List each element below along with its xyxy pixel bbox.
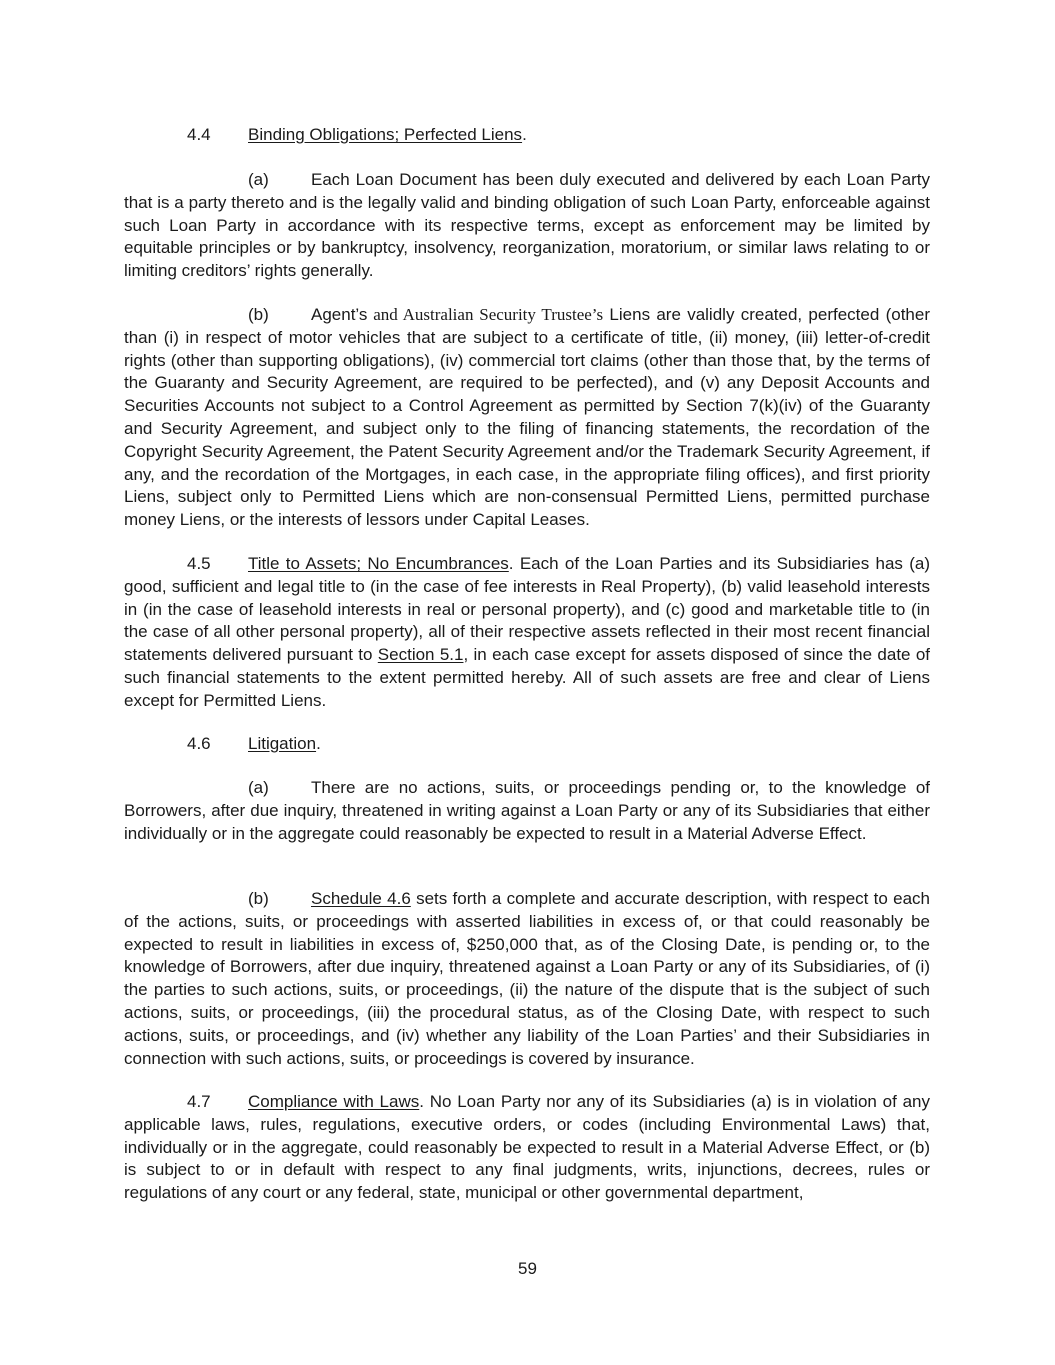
section-reference-link[interactable]: Section 5.1 (377, 645, 464, 665)
section-number: 4.4 (187, 125, 211, 144)
schedule-reference-link[interactable]: Schedule 4.6 (311, 889, 411, 908)
section-4-6-heading: 4.6 Litigation. (187, 733, 321, 756)
section-4-5: 4.5 Title to Assets; No Encumbrances. Each of the Loan Parties and its Subsidiaries has (a) good, sufficient and legal title to (in the case of fee interests in Real Property), (b) valid leasehold interests in (in the case of leasehold interests in real or personal property), and (c) good and marketable title to (in the case of all other personal property), all of their respective assets reflected in their most recent financial statements delivered pursuant to Section 5.1, in each case except for assets disposed of since the date of such financial statements to the extent permitted hereby. All of such assets are free and clear of Liens except for Permitted Liens. (124, 554, 931, 710)
clause-text: sets forth a complete and accurate description, with respect to each of the actions, suits, or proceedings with asserted liabilities in excess of, or that could reasonably be expected to result in liabilities in excess of, $250,000 that, as of the Closing Date, is pending or, to the knowledge of Borrowers, after due inquiry, threatened against a Loan Party or any of its Subsidiaries, of (i) the parties to such actions, suits, or proceedings, (ii) the nature of the dispute that is the subject of such actions, suits, or proceedings, (iii) the procedural status, as of the Closing Date, with respect to such actions, suits, or proceedings, and (iv) whether any liability of the Loan Parties’ and their Subsidiaries in connection with such actions, suits, or proceedings is covered by insurance. (124, 889, 931, 1068)
section-title: Binding Obligations; Perfected Liens (248, 125, 523, 144)
clause-text: Each Loan Document has been duly executed and delivered by each Loan Party that is a party thereto and is the legally valid and binding obligation of such Loan Party, enforceable against such Loan Party in accordance with its respective terms, except as enforcement may be limited by equitable principles or by bankruptcy, insolvency, reorganization, moratorium, or similar laws relating to or limiting creditors’ rights generally. (124, 170, 930, 281)
section-4-6-b (124, 888, 930, 1070)
section-4-4-heading: 4.4 Binding Obligations; Perfected Liens. (187, 124, 527, 147)
section-number: 4.7 (187, 1092, 211, 1111)
page-number: 59 (518, 1259, 537, 1278)
section-title: Title to Assets; No Encumbrances (248, 554, 509, 573)
section-title: Compliance with Laws (248, 1092, 420, 1111)
section-title: Litigation (248, 734, 317, 753)
section-4-6-a (124, 777, 930, 845)
clause-label: (b) (248, 889, 269, 908)
clause-label: (a) (248, 778, 269, 797)
section-4-4-b: (b) Agent’s and Australian Security Trustee’s Liens are validly created, perfected (other than (i) in respect of motor vehicles that are subject to a certificate of title, (ii) money, (iii) letter-of-credit rights (other than supporting obligations), (iv) commercial tort claims (other than those that, by the terms of the Guaranty and Security Agreement, are required to be perfected), and (v) any Deposit Accounts and Securities Accounts not subject to a Control Agreement as permitted by Section 7(k)(iv) of the Guaranty and Security Agreement, and subject only to the filing of financing statements, the recordation of the Copyright Security Agreement, the Patent Security Agreement and/or the Trademark Security Agreement, if any, and the recordation of the Mortgages, in each case, in the appropriate filing offices), and first priority Liens, subject only to Permitted Liens which are non-consensual Permitted Liens, permitted purchase money Liens, or the interests of lessors under Capital Leases. (124, 305, 931, 530)
section-4-4-a (124, 169, 930, 283)
section-number: 4.6 (187, 734, 211, 753)
section-number: 4.5 (187, 554, 211, 573)
clause-label: (a) (248, 170, 269, 189)
section-4-7: 4.7 Compliance with Laws. No Loan Party nor any of its Subsidiaries (a) is in violation of any applicable laws, rules, regulations, executive orders, or codes (including Environmental Laws) that, individually or in the aggregate, could reasonably be expected to result in a Material Adverse Effect, or (b) is subject to or in default with respect to any final judgments, writs, injunctions, decrees, rules or regulations of any court or any federal, state, municipal or other governmental department, (124, 1092, 930, 1203)
clause-text: Liens are validly created, perfected (other than (i) in respect of motor vehicles that are subject to a certificate of title, (ii) money, (iii) letter-of-credit rights (other than supporting obligations), (iv) commercial tort claims (other than those that, by the terms of the Guaranty and Security Agreement, are required to be perfected), and (v) any Deposit Accounts and Securities Accounts not subject to a Control Agreement as permitted by Section 7(k)(iv) of the Guaranty and Security Agreement, and subject only to the filing of financing statements, the recordation of the Copyright Security Agreement, the Patent Security Agreement and/or the Trademark Security Agreement, if any, and the recordation of the Mortgages, in each case, in the appropriate filing offices), and first priority Liens, subject only to Permitted Liens which are non-consensual Permitted Liens, permitted purchase money Liens, or the interests of lessors under Capital Leases. (124, 305, 931, 530)
clause-label: (b) (248, 305, 269, 324)
clause-text: There are no actions, suits, or proceedings pending or, to the knowledge of Borrowers, after due inquiry, threatened in writing against a Loan Party or any of its Subsidiaries that either individually or in the aggregate could reasonably be expected to result in a Material Adverse Effect. (124, 778, 930, 843)
